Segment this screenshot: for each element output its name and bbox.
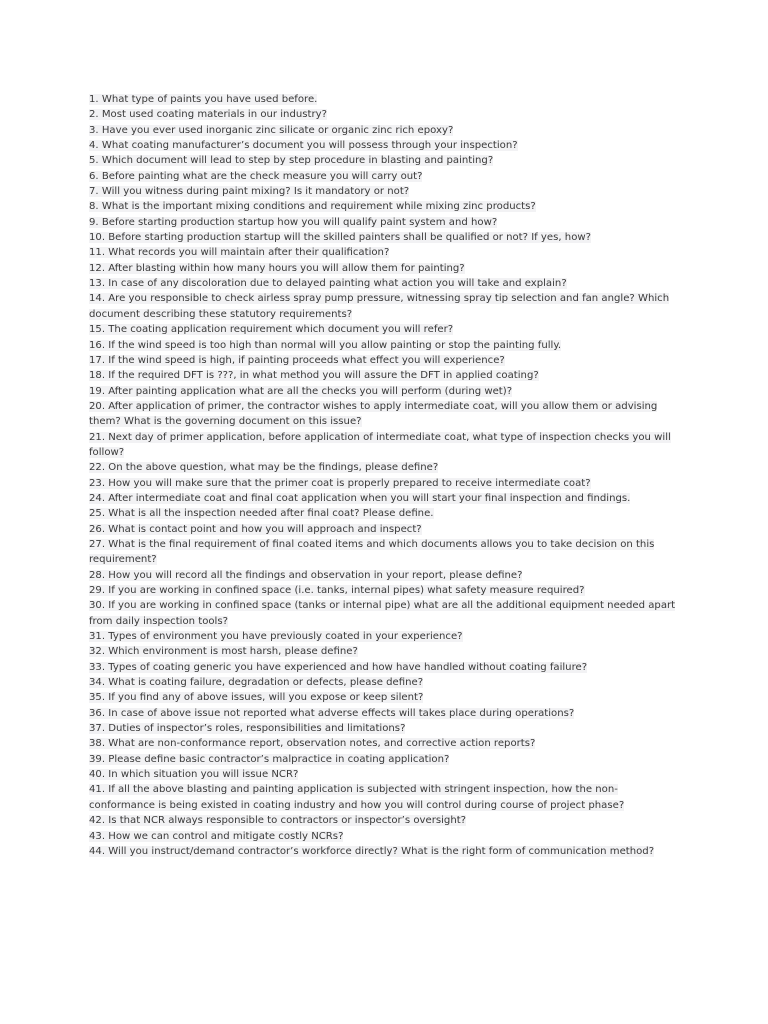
question-item: 20. After application of primer, the contractor wishes to apply intermediate coat, will you allow them or advising them? What is the governing document on this issue?	[89, 400, 658, 428]
question-item: 32. Which environment is most harsh, please define?	[89, 646, 358, 658]
question-item: 22. On the above question, what may be the findings, please define?	[89, 462, 439, 474]
question-item: 11. What records you will maintain after their qualification?	[89, 247, 390, 259]
question-item: 10. Before starting production startup will the skilled painters shall be qualified or not? If yes, how?	[89, 232, 591, 244]
question-item: 12. After blasting within how many hours you will allow them for painting?	[89, 262, 465, 274]
question-item: 30. If you are working in confined space (tanks or internal pipe) what are all the additional equipment needed apart from daily inspection tools?	[89, 600, 676, 627]
question-item: 34. What is coating failure, degradation or defects, please define?	[89, 677, 424, 689]
question-item: 14. Are you responsible to check airless spray pump pressure, witnessing spray tip selection and fan angle? Which document describing these statutory requirements?	[89, 293, 670, 320]
question-item: 21. Next day of primer application, before application of intermediate coat, what type of inspection checks you will follow?	[89, 431, 671, 458]
question-item: 33. Types of coating generic you have experienced and how have handled without coating failure?	[89, 661, 588, 673]
question-item: 26. What is contact point and how you will approach and inspect?	[89, 523, 422, 535]
question-item: 31. Types of environment you have previously coated in your experience?	[89, 631, 463, 643]
question-item: 15. The coating application requirement which document you will refer?	[89, 324, 454, 336]
question-item: 38. What are non-conformance report, observation notes, and corrective action reports?	[89, 738, 536, 750]
question-item: 6. Before painting what are the check measure you will carry out?	[89, 170, 423, 182]
question-item: 29. If you are working in confined space (i.e. tanks, internal pipes) what safety measure required?	[89, 585, 585, 596]
question-item: 5. Which document will lead to step by step procedure in blasting and painting?	[89, 155, 494, 167]
question-item: 43. How we can control and mitigate costly NCRs?	[89, 830, 344, 842]
question-item: 17. If the wind speed is high, if painting proceeds what effect you will experience?	[89, 354, 505, 366]
question-item: 25. What is all the inspection needed after final coat? Please define.	[89, 508, 434, 520]
question-item: 3. Have you ever used inorganic zinc silicate or organic zinc rich epoxy?	[89, 124, 454, 136]
question-item: 41. If all the above blasting and painting application is subjected with stringent inspection, how the non-conformance is being existed in coating industry and how you will control during course of project phase?	[89, 784, 625, 811]
question-item: 16. If the wind speed is too high than normal will you allow painting or stop the painting fully.	[89, 339, 562, 351]
question-item: 27. What is the final requirement of final coated items and which documents allows you to take decision on this requirement?	[89, 538, 655, 566]
question-item: 7. Will you witness during paint mixing? Is it mandatory or not?	[89, 186, 410, 198]
question-item: 8. What is the important mixing conditions and requirement while mixing zinc products?	[89, 201, 536, 213]
question-item: 28. How you will record all the findings and observation in your report, please define?	[89, 569, 523, 581]
question-item: 19. After painting application what are all the checks you will perform (during wet)?	[89, 385, 513, 397]
interview-question-list	[89, 92, 679, 859]
question-item: 35. If you find any of above issues, will you expose or keep silent?	[89, 692, 424, 704]
question-item: 44. Will you instruct/demand contractor’s workforce directly? What is the right form of communication method?	[89, 845, 655, 857]
question-item: 24. After intermediate coat and final coat application when you will start your final inspection and findings.	[89, 492, 631, 504]
question-item: 2. Most used coating materials in our industry?	[89, 109, 327, 121]
question-item: 23. How you will make sure that the primer coat is properly prepared to receive intermediate coat?	[89, 477, 591, 489]
question-item: 1. What type of paints you have used before.	[89, 94, 318, 105]
question-item: 36. In case of above issue not reported what adverse effects will takes place during operations?	[89, 707, 575, 719]
question-item: 18. If the required DFT is ???, in what method you will assure the DFT in applied coating?	[89, 370, 539, 382]
question-item: 13. In case of any discoloration due to delayed painting what action you will take and explain?	[89, 278, 567, 290]
question-item: 42. Is that NCR always responsible to contractors or inspector’s oversight?	[89, 815, 467, 827]
question-item: 9. Before starting production startup how you will qualify paint system and how?	[89, 216, 498, 228]
question-item: 39. Please define basic contractor’s malpractice in coating application?	[89, 753, 450, 765]
question-item: 40. In which situation you will issue NCR?	[89, 769, 299, 781]
question-item: 4. What coating manufacturer’s document you will possess through your inspection?	[89, 140, 518, 152]
question-item: 37. Duties of inspector’s roles, responsibilities and limitations?	[89, 723, 406, 735]
